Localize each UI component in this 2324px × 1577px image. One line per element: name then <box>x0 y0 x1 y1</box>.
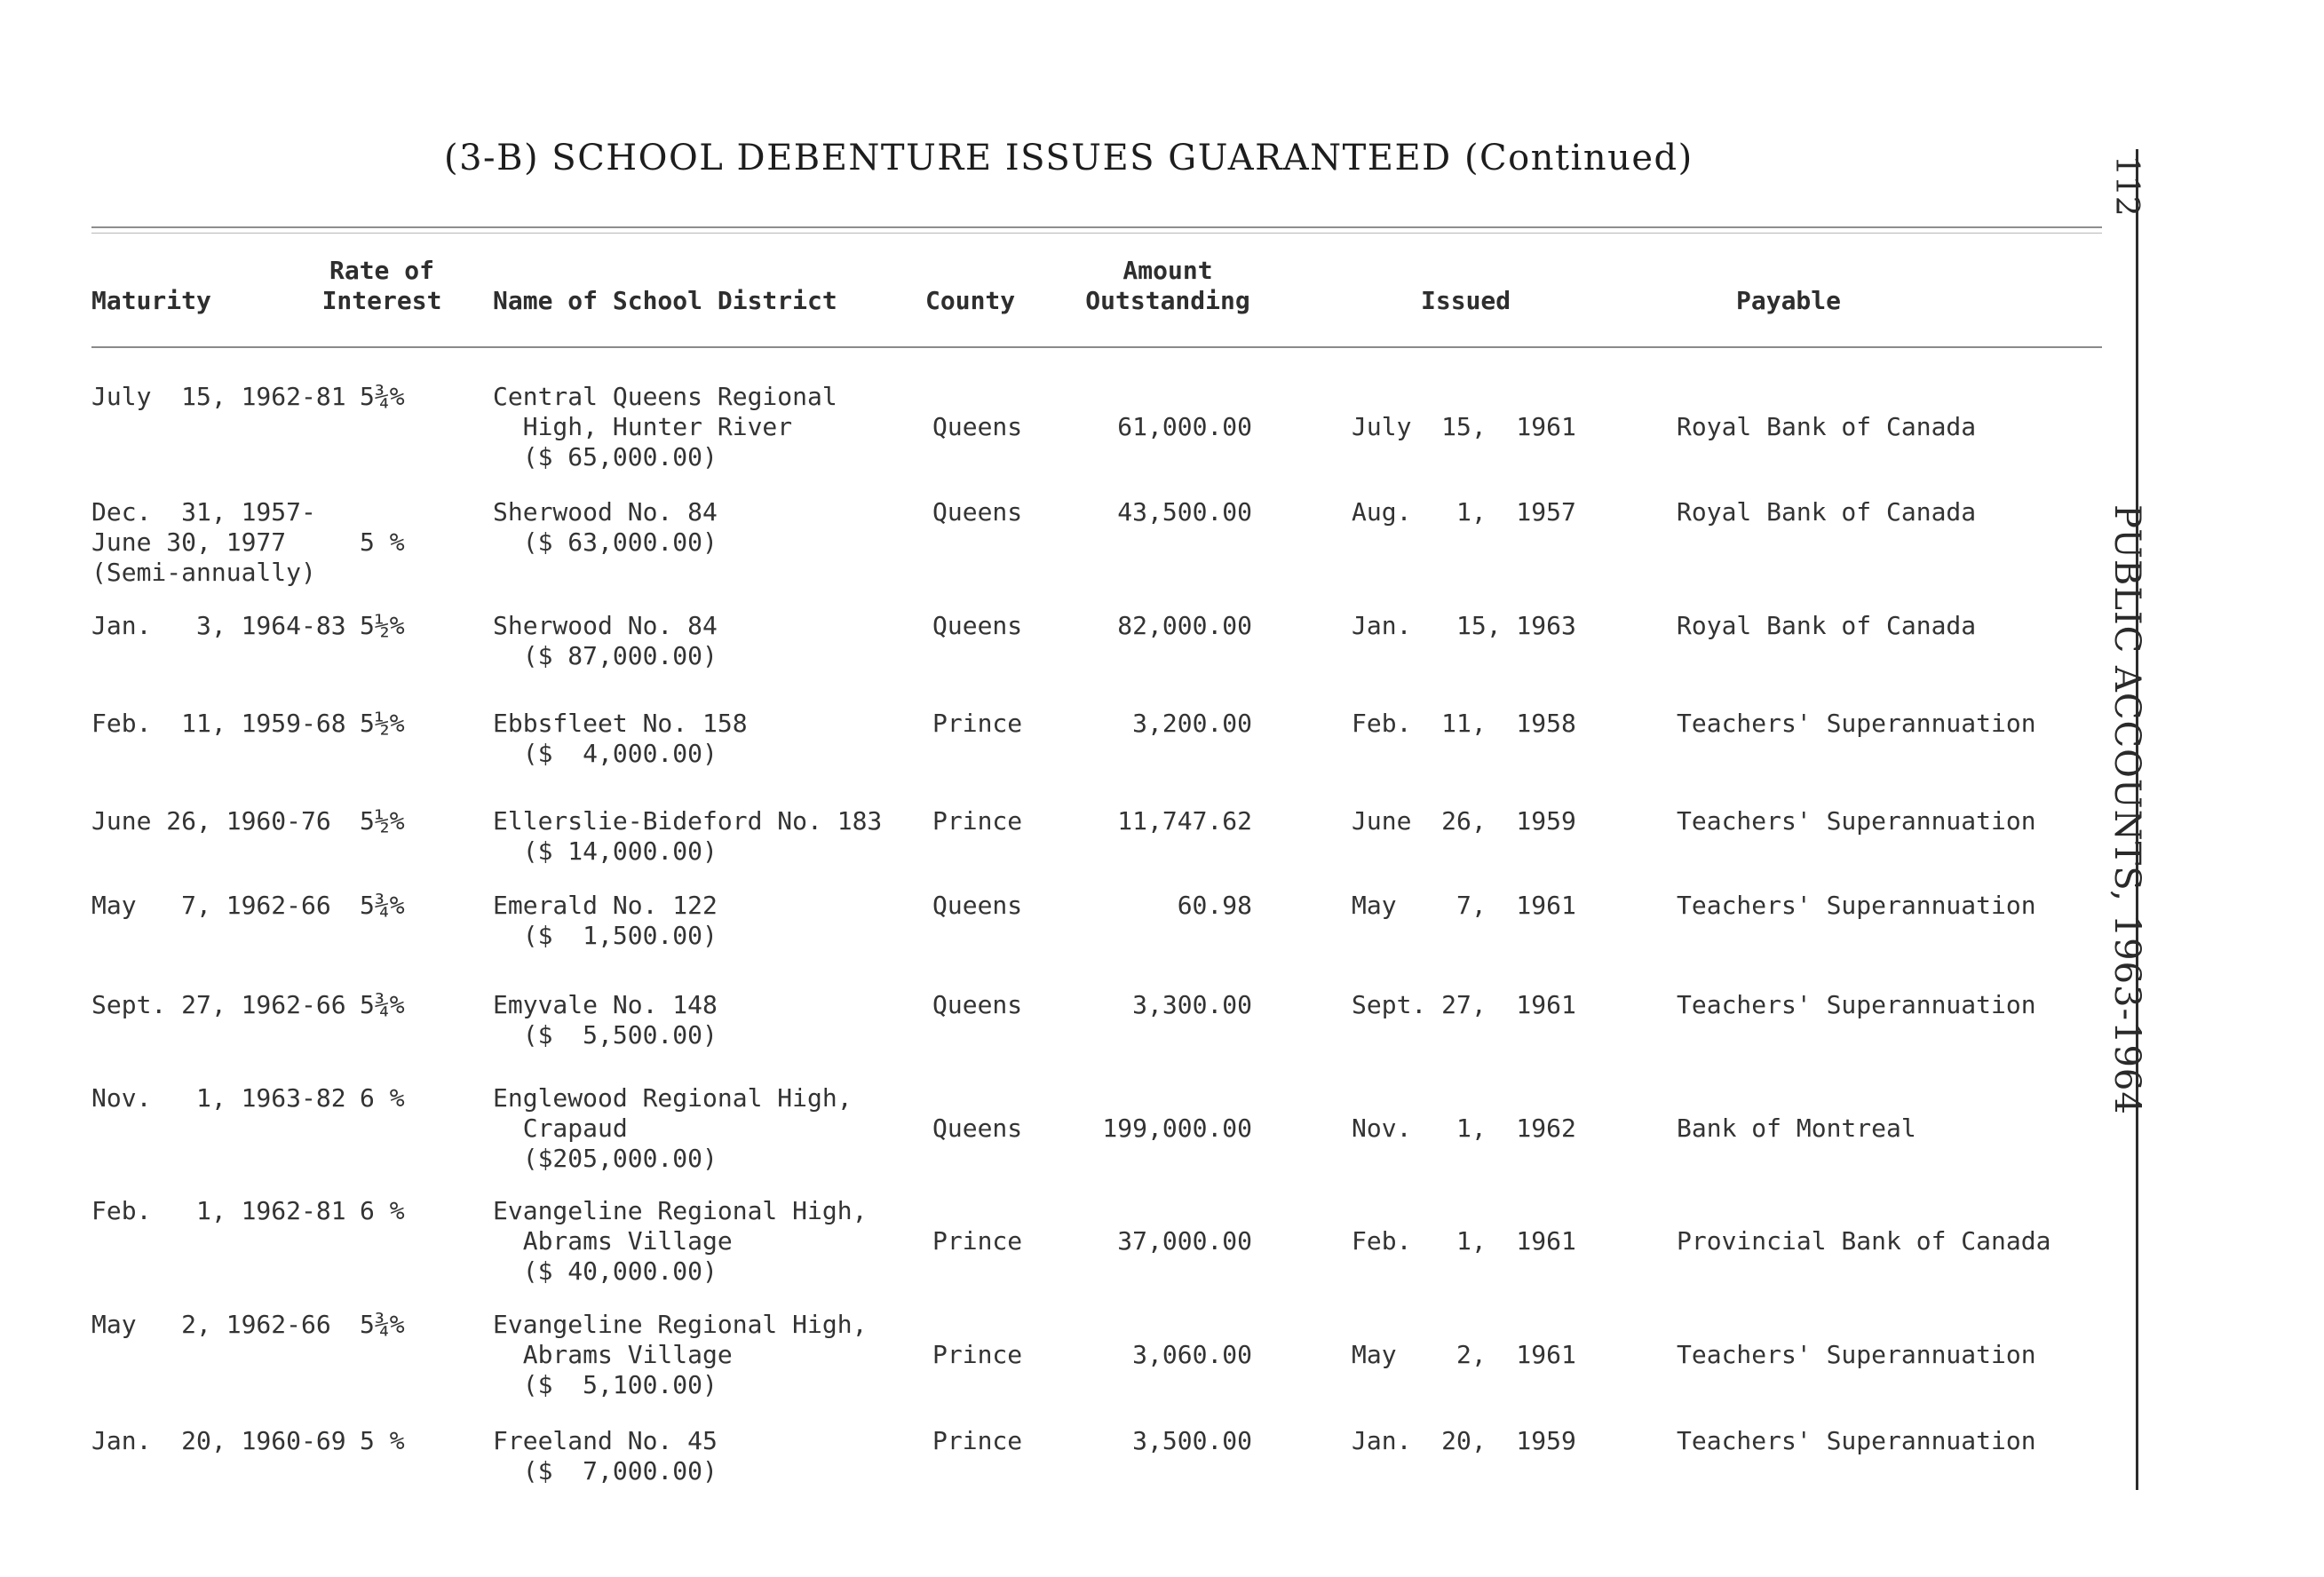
maturity-cell: Dec. 31, 1957- <box>91 497 316 527</box>
school-district-cell: Abrams Village <box>493 1226 733 1256</box>
header-rule-bottom <box>91 346 2102 348</box>
issued-cell: Feb. 11, 1958 <box>1352 709 1576 738</box>
maturity-cell: June 26, 1960-76 <box>91 806 331 836</box>
maturity-cell: Feb. 11, 1959-68 <box>91 709 346 738</box>
amount-cell: 199,000.00 <box>1102 1113 1252 1143</box>
rate-cell: 5½% <box>360 611 405 640</box>
header-amount-line2: Outstanding <box>1085 286 1250 315</box>
amount-cell: 3,500.00 <box>1132 1426 1252 1455</box>
school-district-cell: Crapaud <box>493 1113 628 1143</box>
school-district-cell: Central Queens Regional <box>493 382 837 411</box>
school-district-cell: ($ 5,500.00) <box>493 1020 718 1050</box>
school-district-cell: High, Hunter River <box>493 412 793 441</box>
issued-cell: Feb. 1, 1961 <box>1352 1226 1576 1256</box>
header-rate-line2: Interest <box>321 286 442 315</box>
page-number: 112 <box>2108 155 2145 217</box>
school-district-cell: ($ 4,000.00) <box>493 739 718 768</box>
amount-cell: 37,000.00 <box>1117 1226 1252 1256</box>
school-district-cell: Sherwood No. 84 <box>493 611 718 640</box>
header-name: Name of School District <box>493 286 837 315</box>
rate-cell: 5½% <box>360 709 405 738</box>
issued-cell: July 15, 1961 <box>1352 412 1576 441</box>
school-district-cell: ($ 63,000.00) <box>493 527 718 557</box>
payable-cell: Teachers' Superannuation <box>1677 990 2036 1019</box>
payable-cell: Teachers' Superannuation <box>1677 806 2036 836</box>
rate-cell: 5¾% <box>360 990 405 1019</box>
payable-cell: Royal Bank of Canada <box>1677 611 1977 640</box>
payable-cell: Teachers' Superannuation <box>1677 709 2036 738</box>
rate-cell: 5¾% <box>360 382 405 411</box>
maturity-cell: Nov. 1, 1963-82 <box>91 1083 346 1113</box>
issued-cell: May 7, 1961 <box>1352 891 1576 920</box>
maturity-cell: Sept. 27, 1962-66 <box>91 990 346 1019</box>
header-rate-line1: Rate of <box>329 256 434 285</box>
county-cell: Prince <box>932 1340 1023 1369</box>
county-cell: Prince <box>932 806 1023 836</box>
payable-cell: Royal Bank of Canada <box>1677 497 1977 527</box>
maturity-cell: May 7, 1962-66 <box>91 891 331 920</box>
maturity-cell: June 30, 1977 <box>91 527 287 557</box>
school-district-cell: ($ 65,000.00) <box>493 442 718 472</box>
county-cell: Queens <box>932 611 1023 640</box>
issued-cell: June 26, 1959 <box>1352 806 1576 836</box>
school-district-cell: ($ 14,000.00) <box>493 836 718 866</box>
header-payable: Payable <box>1736 286 1842 315</box>
school-district-cell: Evangeline Regional High, <box>493 1196 868 1225</box>
issued-cell: Aug. 1, 1957 <box>1352 497 1576 527</box>
issued-cell: Sept. 27, 1961 <box>1352 990 1576 1019</box>
rate-cell: 6 % <box>360 1196 405 1225</box>
rate-cell: 5 % <box>360 1426 405 1455</box>
amount-cell: 3,300.00 <box>1132 990 1252 1019</box>
school-district-cell: Abrams Village <box>493 1340 733 1369</box>
amount-cell: 43,500.00 <box>1117 497 1252 527</box>
school-district-cell: ($ 5,100.00) <box>493 1370 718 1399</box>
header-rule-top <box>91 226 2102 228</box>
maturity-cell: (Semi-annually) <box>91 558 316 587</box>
rate-cell: 5½% <box>360 806 405 836</box>
school-district-cell: Emerald No. 122 <box>493 891 718 920</box>
issued-cell: Jan. 20, 1959 <box>1352 1426 1576 1455</box>
header-amount-line1: Amount <box>1122 256 1213 285</box>
county-cell: Queens <box>932 891 1023 920</box>
county-cell: Prince <box>932 1426 1023 1455</box>
maturity-cell: May 2, 1962-66 <box>91 1310 331 1339</box>
county-cell: Queens <box>932 497 1023 527</box>
school-district-cell: ($ 7,000.00) <box>493 1456 718 1486</box>
school-district-cell: ($ 40,000.00) <box>493 1256 718 1286</box>
payable-cell: Teachers' Superannuation <box>1677 1340 2036 1369</box>
page-title: (3-B) SCHOOL DEBENTURE ISSUES GUARANTEED (Continued) <box>444 138 1693 178</box>
issued-cell: Jan. 15, 1963 <box>1352 611 1576 640</box>
payable-cell: Teachers' Superannuation <box>1677 891 2036 920</box>
payable-cell: Teachers' Superannuation <box>1677 1426 2036 1455</box>
maturity-cell: July 15, 1962-81 <box>91 382 346 411</box>
payable-cell: Royal Bank of Canada <box>1677 412 1977 441</box>
school-district-cell: ($ 87,000.00) <box>493 641 718 670</box>
school-district-cell: Evangeline Regional High, <box>493 1310 868 1339</box>
header-issued: Issued <box>1421 286 1511 315</box>
maturity-cell: Jan. 3, 1964-83 <box>91 611 346 640</box>
amount-cell: 82,000.00 <box>1117 611 1252 640</box>
county-cell: Queens <box>932 412 1023 441</box>
rate-cell: 5¾% <box>360 1310 405 1339</box>
maturity-cell: Feb. 1, 1962-81 <box>91 1196 346 1225</box>
header-maturity: Maturity <box>91 286 211 315</box>
school-district-cell: Freeland No. 45 <box>493 1426 718 1455</box>
school-district-cell: Englewood Regional High, <box>493 1083 853 1113</box>
header-county: County <box>925 286 1016 315</box>
payable-cell: Provincial Bank of Canada <box>1677 1226 2051 1256</box>
county-cell: Prince <box>932 709 1023 738</box>
school-district-cell: Sherwood No. 84 <box>493 497 718 527</box>
issued-cell: May 2, 1961 <box>1352 1340 1576 1369</box>
payable-cell: Bank of Montreal <box>1677 1113 1916 1143</box>
header-rule-top-double <box>91 233 2102 234</box>
school-district-cell: Ebbsfleet No. 158 <box>493 709 748 738</box>
rate-cell: 5¾% <box>360 891 405 920</box>
amount-cell: 11,747.62 <box>1117 806 1252 836</box>
amount-cell: 61,000.00 <box>1117 412 1252 441</box>
running-head: PUBLIC ACCOUNTS, 1963-1964 <box>2106 504 2147 1115</box>
maturity-cell: Jan. 20, 1960-69 <box>91 1426 346 1455</box>
county-cell: Prince <box>932 1226 1023 1256</box>
school-district-cell: Emyvale No. 148 <box>493 990 718 1019</box>
county-cell: Queens <box>932 990 1023 1019</box>
issued-cell: Nov. 1, 1962 <box>1352 1113 1576 1143</box>
rate-cell: 6 % <box>360 1083 405 1113</box>
rate-cell: 5 % <box>360 527 405 557</box>
amount-cell: 3,200.00 <box>1132 709 1252 738</box>
amount-cell: 3,060.00 <box>1132 1340 1252 1369</box>
county-cell: Queens <box>932 1113 1023 1143</box>
school-district-cell: ($205,000.00) <box>493 1144 718 1173</box>
school-district-cell: Ellerslie-Bideford No. 183 <box>493 806 883 836</box>
amount-cell: 60.98 <box>1177 891 1252 920</box>
school-district-cell: ($ 1,500.00) <box>493 921 718 950</box>
